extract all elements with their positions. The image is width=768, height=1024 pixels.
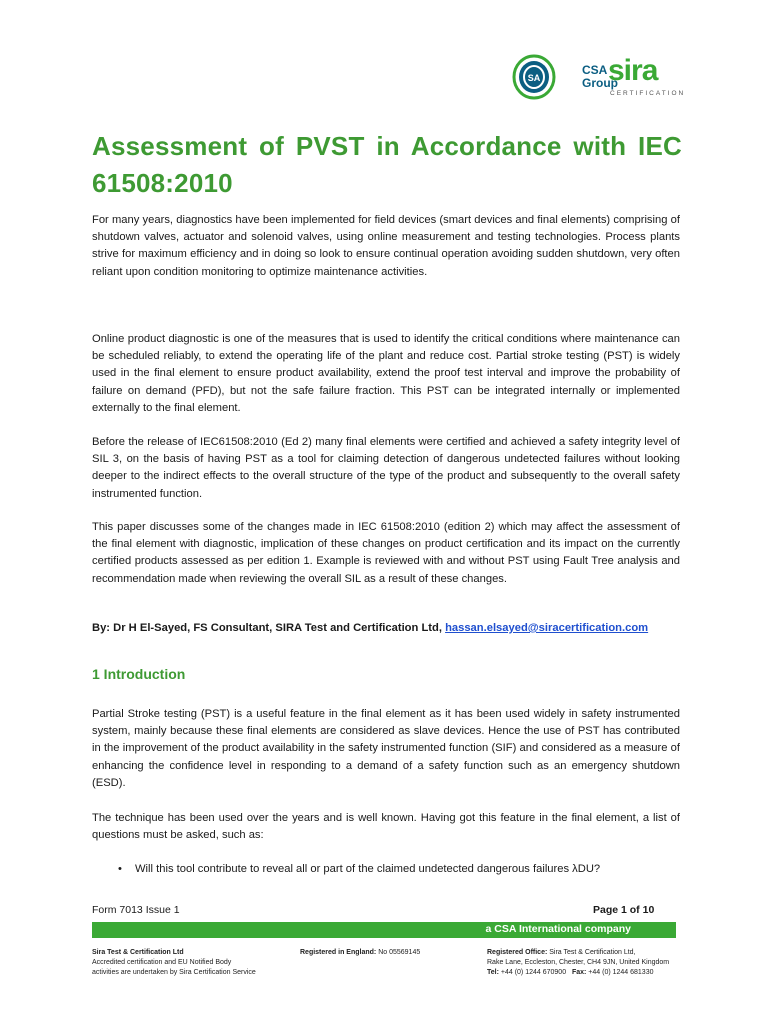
- sira-subtitle: CERTIFICATION: [610, 90, 686, 97]
- paragraph-6: The technique has been used over the years and is well known. Having got this feature in the final element, a list of questions must be asked, such as:: [92, 812, 680, 842]
- footer-middle: [300, 948, 480, 958]
- bullet-icon: •: [118, 863, 122, 875]
- author-byline: [92, 622, 680, 634]
- footer-green-bar: [92, 922, 676, 938]
- csa-line2: Group: [582, 76, 618, 90]
- footer-right: [487, 948, 682, 978]
- author-email-link[interactable]: hassan.elsayed@siracertification.com: [445, 622, 649, 634]
- sira-logo: [608, 54, 688, 100]
- footer-registered-number: No 05569145: [378, 949, 421, 956]
- footer-fax-value: +44 (0) 1244 681330: [588, 969, 654, 976]
- form-number: Form 7013 Issue 1: [92, 904, 180, 916]
- paragraph-5: Partial Stroke testing (PST) is a useful feature in the final element as it has been used widely in safety instrumented system, mainly because these final elements are considered as slave devices. Hence the use of PST has contributed in the improvement of the product availability in the safety instrumented function (SIF) and considered as a measure of enhancing the confidence level in responding to a demand of a safety function such as an emergency shutdown (ESD).: [92, 708, 680, 789]
- footer-left-line2: activities are undertaken by Sira Certification Service: [92, 969, 256, 976]
- header-logos: [490, 52, 690, 102]
- footer-left: [92, 948, 292, 978]
- footer-bar-text: a CSA International company: [485, 923, 631, 935]
- footer-fax-label: Fax:: [571, 969, 587, 976]
- section-heading-introduction: 1 Introduction: [92, 666, 186, 682]
- footer-tel-value: +44 (0) 1244 670900: [500, 969, 567, 976]
- footer-office-line2: Rake Lane, Eccleston, Chester, CH4 9JN, United Kingdom: [487, 959, 670, 966]
- paragraph-3: Before the release of IEC61508:2010 (Ed 2) many final elements were certified and achieved a safety integrity level of SIL 3, on the basis of having PST as a tool for claiming detection of dangerous undetected failures without looking deeper to the indirect effects to the overall structure of the type of the product and subsequently to the overall safety instrumented function.: [92, 436, 680, 500]
- sira-word: sira: [608, 54, 658, 87]
- bullet-text: Will this tool contribute to reveal all or part of the claimed undetected dangerous failures λDU?: [135, 863, 601, 875]
- page-number: Page 1 of 10: [593, 904, 655, 916]
- footer-registered-label: Registered in England:: [300, 949, 377, 956]
- csa-line1: CSA: [582, 63, 608, 77]
- footer-left-line1: Accredited certification and EU Notified Body: [92, 959, 232, 966]
- paragraph-1: For many years, diagnostics have been implemented for field devices (smart devices and final elements) comprising of shutdown valves, actuator and solenoid valves, using online measurement and testing technologies. Process plants strive for maximum efficiency and in doing so look to ensure continual operation avoiding sudden shutdown, very often reliant upon condition monitoring to optimize maintenance activities.: [92, 214, 680, 278]
- svg-text:SA: SA: [527, 73, 541, 83]
- byline-text: By: Dr H El-Sayed, FS Consultant, SIRA Test and Certification Ltd,: [92, 622, 442, 634]
- paragraph-2: Online product diagnostic is one of the measures that is used to identify the critical conditions where maintenance can be scheduled reliably, to extend the operating life of the plant and reduce cost. Partial stroke testing (PST) is widely used in the final element to ensure product availability, extend the proof test interval and improve the probability of failure on demand (PFD), but not the safe failure fraction. This PST can be integrated internally or implemented externally to the final element.: [92, 333, 680, 414]
- paragraph-4: This paper discusses some of the changes made in IEC 61508:2010 (edition 2) which may affect the assessment of the final element with diagnostic, implication of these changes on product certification and its impact on the currently certified products assessed as per edition 1. Example is reviewed with and without PST using Fault Tree analysis and recommendation made when reviewing the overall SIL as a result of these changes.: [92, 521, 680, 585]
- csa-emblem-icon: [490, 52, 580, 102]
- footer-tel-label: Tel:: [487, 969, 499, 976]
- document-title: Assessment of PVST in Accordance with IEC 61508:2010: [92, 131, 682, 198]
- footer-office-label: Registered Office:: [487, 949, 548, 956]
- footer-company: Sira Test & Certification Ltd: [92, 949, 184, 956]
- footer-office-line1: Sira Test & Certification Ltd,: [549, 949, 636, 956]
